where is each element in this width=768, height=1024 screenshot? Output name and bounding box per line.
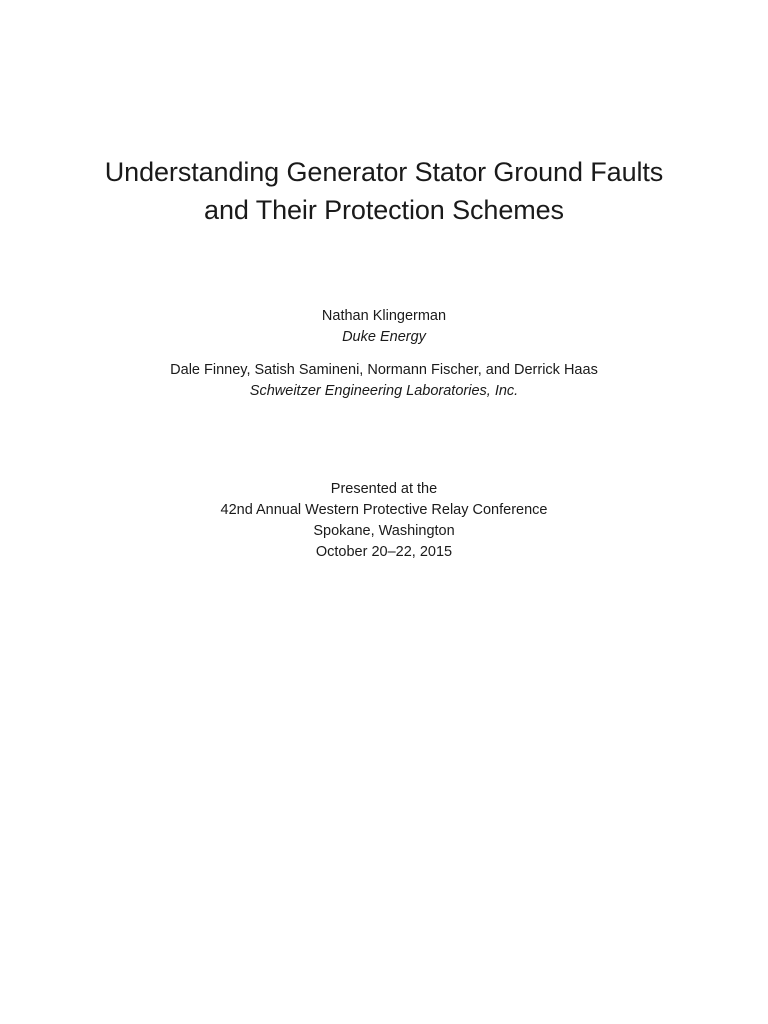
author-group-1 — [0, 306, 768, 348]
title-line-1: Understanding Generator Stator Ground Faults — [104, 157, 664, 187]
author-names-1: Nathan Klingerman — [321, 308, 447, 324]
conference-location: Spokane, Washington — [313, 523, 455, 539]
author-affiliation-1: Duke Energy — [342, 329, 426, 345]
author-affiliation-2: Schweitzer Engineering Laboratories, Inc. — [249, 383, 519, 399]
author-names-2: Dale Finney, Satish Samineni, Normann Fischer, and Derrick Haas — [170, 362, 598, 378]
conference-name: 42nd Annual Western Protective Relay Conference — [220, 502, 548, 518]
presented-intro: Presented at the — [330, 481, 438, 497]
conference-dates: October 20–22, 2015 — [315, 544, 453, 560]
presentation-info — [0, 479, 768, 563]
title-line-2: and Their Protection Schemes — [204, 195, 564, 225]
paper-title — [0, 153, 768, 229]
author-group-2 — [0, 360, 768, 402]
